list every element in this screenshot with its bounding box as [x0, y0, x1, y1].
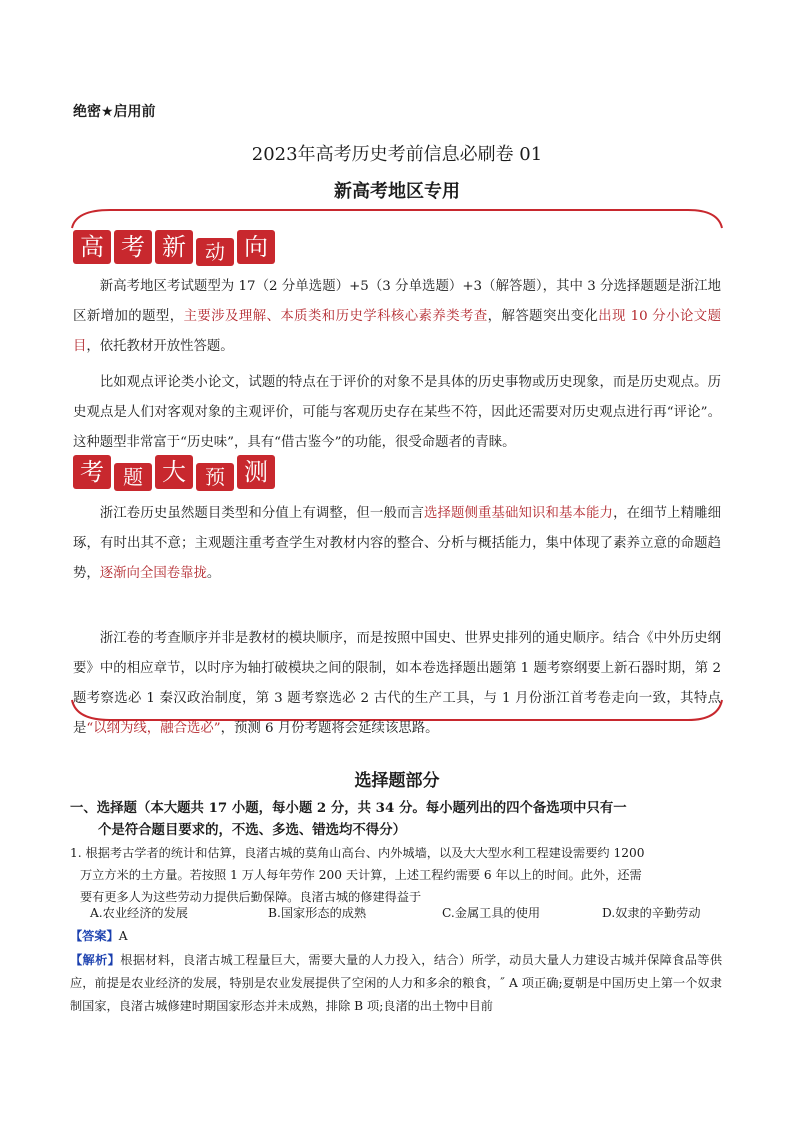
banner-char: 大 — [155, 455, 193, 489]
option-c: C.金属工具的使用 — [442, 906, 541, 920]
text-run: 浙江卷历史虽然题目类型和分值上有调整，但一般而言 — [99, 506, 424, 521]
question-line: 1. 根据考古学者的统计和估算，良渚古城的莫角山高台、内外城墙，以及大大型水利工程建设需要约 1200 — [70, 846, 645, 860]
banner-char: 考 — [73, 455, 111, 489]
text-run: 新高考地区考试题型为 17（2 分单选题）+5（3 分单选题）+3（解答题），其中 3 分选择题题是浙江地区新增加的题型， — [73, 279, 721, 324]
banner-char: 预 — [196, 463, 234, 491]
question-1-answer — [70, 927, 128, 944]
option-b: B.国家形态的成熟 — [268, 906, 367, 920]
question-line: 要有更多人为这些劳动力提供后勤保障。良渚古城的修建得益于 — [80, 890, 422, 904]
text-run: ，依托教材开放性答题。 — [86, 339, 234, 354]
option-d: D.奴隶的辛勤劳动 — [602, 906, 701, 920]
text-run: 浙江卷的考查顺序并非是教材的模块顺序，而是按照中国史、世界史排列的通史顺序。结合《中外历史纲要》中的相应章节，以时序为轴打破模块之间的限制，如本卷选择题出题第 1 题考察纲要上新石器时期，第 2 题考察选必 1 秦汉政治制度，第 3 题考察选必 2 古代的生产工具，与 1 月份浙江首考卷走向一致，其特点是 — [73, 631, 721, 736]
banner-char: 测 — [237, 455, 275, 489]
question-line: 万立方米的土方量。若按照 1 万人每年劳作 200 天计算，上述工程约需要 6 年以上的时间。此外，还需 — [80, 868, 642, 882]
section-title: 选择题部分 — [354, 771, 440, 791]
analysis-tag: 【解析】 — [70, 953, 121, 967]
banner-exam-trends — [73, 230, 278, 266]
question-1-stem — [70, 842, 722, 908]
highlight-text: 选择题侧重基础知识和基本能力 — [423, 506, 614, 521]
banner-char: 题 — [114, 463, 152, 491]
banner-exam-forecast — [73, 455, 278, 491]
exam-subtitle: 新高考地区专用 — [334, 181, 460, 202]
highlight-text: 主要涉及理解、本质类和历史学科核心素养类考查 — [183, 309, 488, 324]
question-1-options — [90, 904, 730, 921]
analysis-text: 根据材料，良渚古城工程量巨大，需要大量的人力投入，结合）所学，动员大量人力建设古城并保障食品等供应，前提是农业经济的发展，特别是农业发展提供了空闲的人力和多余的粮食，˝ A 项正确;夏朝是中国历史上第一个奴隶制国家，良渚古城修建时期国家形态并未成熟，排除 B 项;良渚的出土物中目前 — [70, 953, 723, 1013]
answer-tag: 【答案】 — [70, 929, 119, 943]
text-run: ，解答题突出变化 — [487, 309, 599, 324]
banner-char: 向 — [237, 230, 275, 264]
banner-char: 动 — [196, 238, 234, 266]
text-run: ，在细节上精雕细琢，有时出其不意；主观题注重考查学生对教材内容的整合、分析与概括能力，集中体现了素养立意的命题趋势， — [73, 506, 722, 581]
highlight-text: 出现 10 分小论文题目 — [73, 309, 721, 354]
intro-paragraph-2: 比如观点评论类小论文，试题的特点在于评价的对象不是具体的历史事物或历史现象，而是历史观点。历史观点是人们对客观对象的主观评价，可能与客观历史存在某些不符，因此还需要对历史观点进行再“评论”。这种题型非常富于“历史味”，具有“借古鉴今”的功能，很受命题者的青睐。 — [73, 375, 721, 450]
answer-value: A — [118, 929, 128, 943]
highlight-text: 逐渐向全国卷靠拢 — [99, 566, 207, 581]
text-run: 。 — [206, 566, 221, 581]
banner-char: 新 — [155, 230, 193, 264]
instructions-line: 个是符合题目要求的，不选、多选、错选均不得分） — [98, 822, 406, 838]
intro-paragraph-1 — [73, 272, 721, 362]
confidential-label: 绝密★启用前 — [73, 104, 156, 120]
section-instructions — [70, 797, 730, 841]
question-1-analysis — [70, 949, 722, 1018]
banner-char: 考 — [114, 230, 152, 264]
text-run: ，预测 6 月份考题将会延续该思路。 — [220, 721, 439, 736]
banner-char: 高 — [73, 230, 111, 264]
instructions-line: 一、选择题（本大题共 17 小题，每小题 2 分，共 34 分。每小题列出的四个备选项中只有一 — [70, 800, 627, 816]
forecast-paragraph-2 — [73, 624, 721, 744]
forecast-paragraph-1 — [73, 499, 721, 589]
option-a: A.农业经济的发展 — [90, 906, 188, 920]
exam-title: 2023年高考历史考前信息必刷卷 01 — [251, 144, 543, 165]
highlight-text: “以纲为线，融合选必” — [86, 721, 221, 736]
